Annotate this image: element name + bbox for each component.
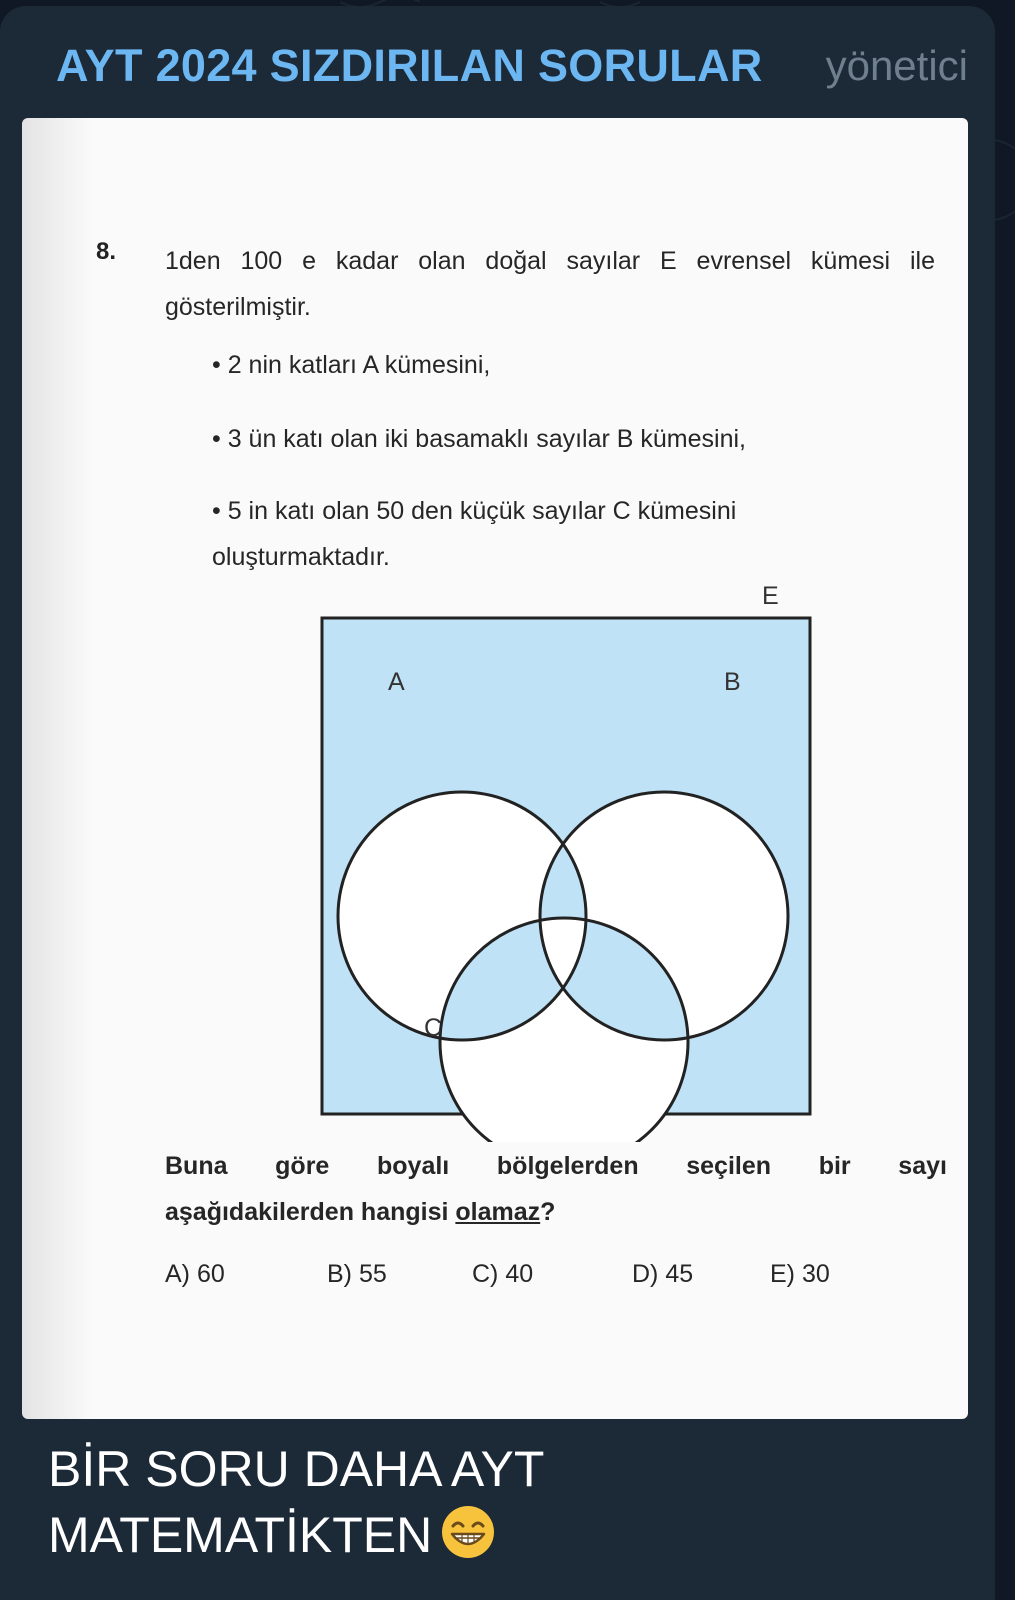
caption-line-1: BİR SORU DAHA AYT (48, 1441, 545, 1497)
set-a-label: A (388, 668, 405, 696)
prompt-word: seçilen (686, 1152, 772, 1180)
prompt-question-mark: ? (540, 1198, 556, 1226)
prompt-text: aşağıdakilerden hangisi (165, 1198, 456, 1226)
message-bubble[interactable] (0, 6, 995, 1600)
question-text: 1den 100 e kadar olan doğal sayılar E evrensel kümesi ile gösterilmiştir. (165, 247, 935, 321)
grinning-face-icon (440, 1504, 496, 1560)
prompt-word: göre (275, 1152, 330, 1180)
question-number: 8. (96, 238, 117, 265)
sender-role-badge: yönetici (825, 42, 968, 89)
question-prompt (165, 1143, 947, 1235)
venn-diagram (312, 580, 822, 1142)
question-photo[interactable] (22, 118, 968, 1419)
option-b[interactable]: B) 55 (327, 1260, 387, 1288)
set-c-label: C (424, 1014, 443, 1042)
option-d[interactable]: D) 45 (632, 1260, 694, 1288)
sender-name[interactable]: AYT 2024 SIZDIRILAN SORULAR (56, 40, 763, 91)
set-b-label: B (724, 668, 741, 696)
universe-label: E (762, 582, 779, 610)
caption-text: MATEMATİKTEN (48, 1507, 433, 1563)
bullet-set-c: • 5 in katı olan 50 den küçük sayılar C kümesini oluşturmaktadır. (212, 497, 737, 571)
prompt-emphasis: olamaz (455, 1198, 541, 1226)
prompt-word: boyalı (377, 1152, 450, 1180)
prompt-line-2 (165, 1189, 947, 1235)
prompt-word: bir (818, 1152, 851, 1180)
message-caption (48, 1436, 948, 1568)
answer-options (22, 1260, 968, 1300)
prompt-word: Buna (165, 1152, 228, 1180)
option-e[interactable]: E) 30 (770, 1260, 830, 1288)
message-header (56, 36, 968, 96)
prompt-line-1 (165, 1143, 947, 1189)
caption-line-2 (48, 1502, 948, 1568)
option-a[interactable]: A) 60 (165, 1260, 225, 1288)
prompt-word: sayı (898, 1152, 947, 1180)
bullet-set-b: • 3 ün katı olan iki basamaklı sayılar B kümesini, (212, 425, 746, 453)
photo-shadow (22, 118, 92, 1419)
prompt-word: bölgelerden (496, 1152, 639, 1180)
option-c[interactable]: C) 40 (472, 1260, 534, 1288)
bullet-set-a: • 2 nin katları A kümesini, (212, 351, 491, 379)
